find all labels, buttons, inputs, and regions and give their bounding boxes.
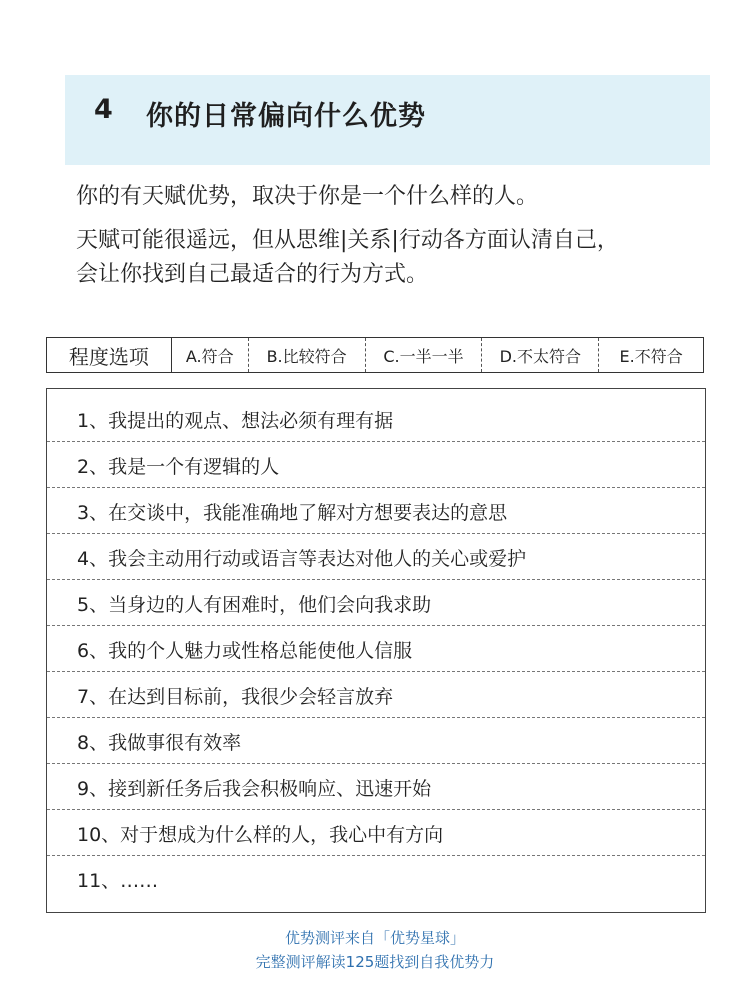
list-item: 2、我是一个有逻辑的人 [47, 443, 705, 488]
rating-options-label: 程度选项 [47, 338, 172, 372]
section-title: 你的日常偏向什么优势 [146, 101, 426, 132]
section-number: 4 [94, 94, 113, 125]
intro-line-3: 会让你找到自己最适合的行为方式。 [76, 262, 429, 287]
option-a[interactable]: A.符合 [185, 346, 234, 366]
list-item: 9、接到新任务后我会积极响应、迅速开始 [47, 765, 705, 810]
option-d[interactable]: D.不太符合 [481, 338, 598, 372]
list-item: 7、在达到目标前，我很少会轻言放弃 [47, 673, 705, 718]
option-c[interactable]: C.一半一半 [365, 338, 482, 372]
list-item: 11、…… [77, 870, 159, 892]
option-e[interactable]: E.不符合 [598, 338, 703, 372]
intro-line-2: 天赋可能很遥远，但从思维|关系|行动各方面认清自己， [76, 228, 619, 253]
list-item: 6、我的个人魅力或性格总能使他人信服 [47, 627, 705, 672]
questions-list [46, 388, 706, 913]
list-item: 4、我会主动用行动或语言等表达对他人的关心或爱护 [47, 535, 705, 580]
list-item: 8、我做事很有效率 [47, 719, 705, 764]
intro-line-1: 你的有天赋优势，取决于你是一个什么样的人。 [76, 184, 539, 209]
footer-source-line: 优势测评来自「优势星球」 [284, 929, 465, 947]
rating-options-row [46, 337, 704, 373]
list-item: 1、我提出的观点、想法必须有理有据 [47, 397, 705, 442]
list-item: 3、在交谈中，我能准确地了解对方想要表达的意思 [47, 489, 705, 534]
footer-promo-line: 完整测评解读125题找到自我优势力 [255, 953, 495, 971]
list-item: 10、对于想成为什么样的人，我心中有方向 [47, 811, 705, 856]
list-item: 5、当身边的人有困难时，他们会向我求助 [47, 581, 705, 626]
option-b[interactable]: B.比较符合 [248, 338, 365, 372]
